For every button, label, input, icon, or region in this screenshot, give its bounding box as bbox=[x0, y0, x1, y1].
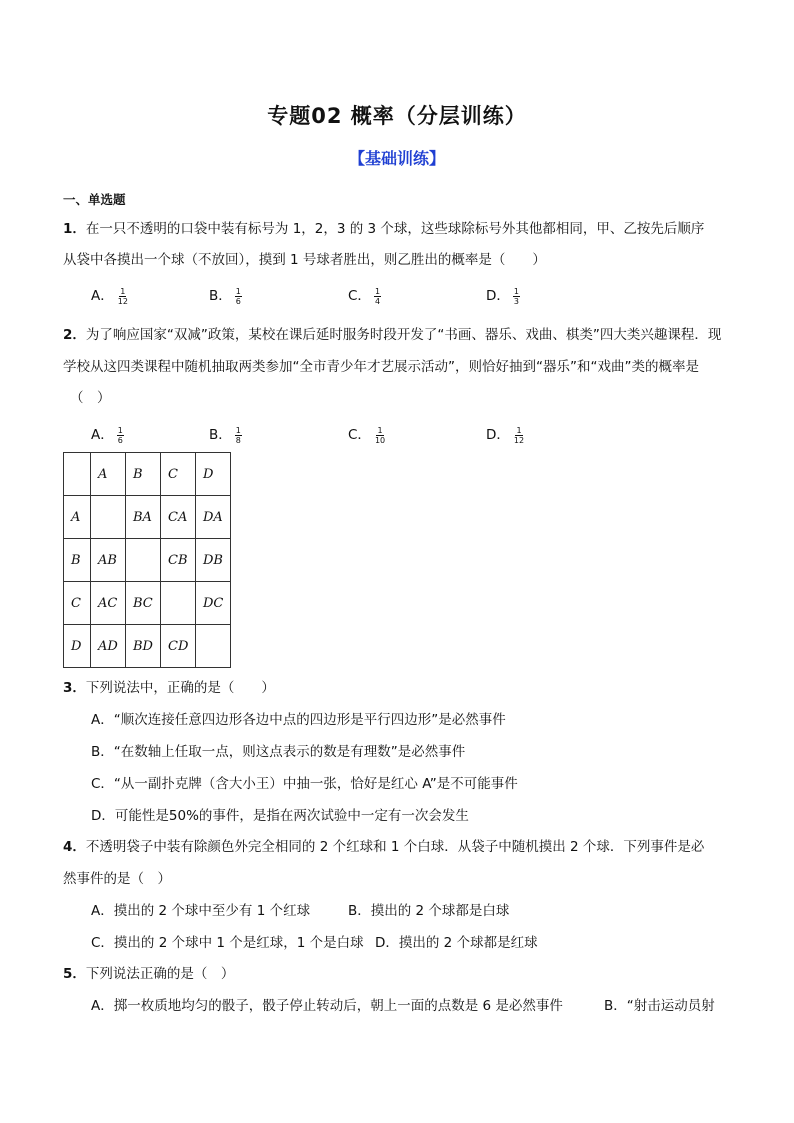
q2-option-c: C． $\frac{1}{10}$ bbox=[348, 425, 386, 445]
question-2-line2: 学校从这四类课程中随机抽取两类参加“全市青少年才艺展示活动”，则恰好抽到“器乐”和“戏曲”类的概率是 bbox=[63, 359, 699, 375]
table-cell: A bbox=[91, 453, 126, 496]
table-cell: A bbox=[64, 496, 91, 539]
question-1-line1: 1．在一只不透明的口袋中装有标号为 1，2，3 的 3 个球，这些球除标号外其他都相同，甲、乙按先后顺序 bbox=[63, 221, 705, 237]
table-cell: C bbox=[64, 582, 91, 625]
table-cell: CD bbox=[161, 625, 196, 668]
q2-option-d: D． $\frac{1}{12}$ bbox=[486, 425, 525, 445]
q1-option-a: A． $\frac{1}{12}$ bbox=[91, 286, 128, 306]
table-cell bbox=[196, 625, 231, 668]
question-4-number: 4． bbox=[63, 839, 86, 855]
q4-option-c: C．摸出的 2 个球中 1 个是红球，1 个是白球 bbox=[91, 935, 364, 951]
table-cell bbox=[161, 582, 196, 625]
table-cell: D bbox=[64, 625, 91, 668]
q5-option-b: B．“射击运动员射 bbox=[604, 998, 715, 1014]
q3-option-d: D．可能性是50%的事件，是指在两次试验中一定有一次会发生 bbox=[91, 808, 469, 824]
question-2-number: 2． bbox=[63, 327, 86, 343]
table-cell: CB bbox=[161, 539, 196, 582]
outcome-table bbox=[63, 452, 231, 668]
question-5-stem: 5．下列说法正确的是（ ） bbox=[63, 966, 235, 982]
q3-option-b: B．“在数轴上任取一点，则这点表示的数是有理数”是必然事件 bbox=[91, 744, 466, 760]
table-cell: D bbox=[196, 453, 231, 496]
question-3-number: 3． bbox=[63, 680, 86, 696]
q4-option-b: B．摸出的 2 个球都是白球 bbox=[348, 903, 510, 919]
question-2-line3: （ ） bbox=[70, 390, 111, 406]
table-cell: BD bbox=[126, 625, 161, 668]
question-1-number: 1． bbox=[63, 221, 86, 237]
section-heading: 一、单选题 bbox=[63, 192, 126, 207]
section-subtitle: 【基础训练】 bbox=[348, 149, 445, 168]
table-row bbox=[64, 539, 231, 582]
table-row bbox=[64, 453, 231, 496]
q3-option-a: A．“顺次连接任意四边形各边中点的四边形是平行四边形”是必然事件 bbox=[91, 712, 506, 728]
table-cell bbox=[64, 453, 91, 496]
table-cell: BC bbox=[126, 582, 161, 625]
table-cell: CA bbox=[161, 496, 196, 539]
q1-option-d: D． $\frac{1}{3}$ bbox=[486, 286, 519, 306]
question-5-number: 5． bbox=[63, 966, 86, 982]
q2-option-b: B． $\frac{1}{8}$ bbox=[209, 425, 241, 445]
question-3-stem: 3．下列说法中，正确的是（ ） bbox=[63, 680, 275, 696]
q2-option-a: A． $\frac{1}{6}$ bbox=[91, 425, 123, 445]
table-cell: B bbox=[64, 539, 91, 582]
table-row bbox=[64, 625, 231, 668]
question-2-line1: 2．为了响应国家“双减”政策，某校在课后延时服务时段开发了“书画、器乐、戏曲、棋类”四大类兴趣课程．现 bbox=[63, 327, 722, 343]
table-cell: AD bbox=[91, 625, 126, 668]
q3-option-c: C．“从一副扑克牌（含大小王）中抽一张，恰好是红心 A”是不可能事件 bbox=[91, 776, 518, 792]
table-cell: C bbox=[161, 453, 196, 496]
q5-option-a: A．掷一枚质地均匀的骰子，骰子停止转动后，朝上一面的点数是 6 是必然事件 bbox=[91, 998, 563, 1014]
table-cell: B bbox=[126, 453, 161, 496]
table-cell: AB bbox=[91, 539, 126, 582]
question-4-line1: 4．不透明袋子中装有除颜色外完全相同的 2 个红球和 1 个白球．从袋子中随机摸出 2 个球．下列事件是必 bbox=[63, 839, 705, 855]
table-cell: DA bbox=[196, 496, 231, 539]
table-cell bbox=[126, 539, 161, 582]
table-cell: DB bbox=[196, 539, 231, 582]
table-row bbox=[64, 582, 231, 625]
q4-option-a: A．摸出的 2 个球中至少有 1 个红球 bbox=[91, 903, 311, 919]
q1-option-c: C． $\frac{1}{4}$ bbox=[348, 286, 381, 306]
q1-option-b: B． $\frac{1}{6}$ bbox=[209, 286, 241, 306]
table-cell bbox=[91, 496, 126, 539]
question-1-line2: 从袋中各摸出一个球（不放回），摸到 1 号球者胜出，则乙胜出的概率是（ ） bbox=[63, 252, 546, 268]
question-4-line2: 然事件的是（ ） bbox=[63, 871, 171, 887]
table-cell: DC bbox=[196, 582, 231, 625]
table-row bbox=[64, 496, 231, 539]
page-title: 专题02 概率（分层训练） bbox=[267, 104, 527, 128]
table-cell: AC bbox=[91, 582, 126, 625]
table-cell: BA bbox=[126, 496, 161, 539]
q4-option-d: D．摸出的 2 个球都是红球 bbox=[375, 935, 538, 951]
